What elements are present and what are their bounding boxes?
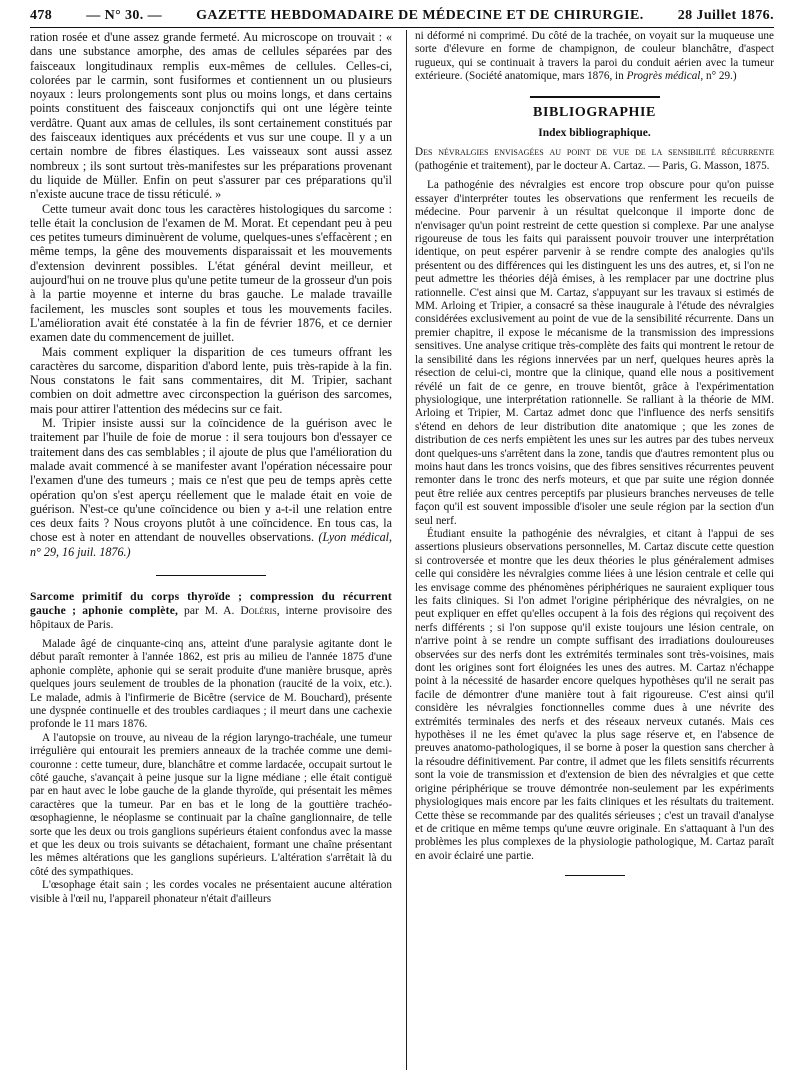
article-title: [30, 590, 392, 632]
citation-progres-medical: Progrès médical,: [626, 70, 704, 83]
reference-title: Des névralgies envisagées au point de vue de la sensibilité récurrente: [415, 146, 774, 159]
book-reference: [415, 146, 774, 173]
subsection-title-index: Index bibliographique.: [538, 126, 651, 139]
left-paragraph-3: Mais comment expliquer la disparition de ces tumeurs offrant les caractères du sarcome, disparition d'abord lente, puis très-rapide à la fin. Nous constatons le fait sans commentaires, dit M. Tripier, sachant combien on doit admettre avec circonspection la guérison des sarcomes, mais pour attirer l'attention des médecins sur ce fait.: [30, 344, 392, 416]
right-continued-text: ni déformé ni comprimé. Du côté de la trachée, on voyait sur la muqueuse une sorte d'élevure en forme de champignon, de couleur blanchâtre, d'aspect rugueux, qui se continuait à travers la paroi du conduit aérien avec la tumeur extérieure. (Société anatomique, mars 1876, in: [415, 30, 774, 83]
review-body: [415, 179, 774, 863]
page-header: [30, 4, 774, 28]
left-paragraph-4: [30, 416, 392, 559]
citation-lyon-medical: (Lyon médical, n° 29, 16 juil. 1876.): [30, 530, 392, 559]
article-author-suffix: interne provisoire des hôpitaux de Paris.: [30, 603, 392, 631]
section-separator: [530, 96, 660, 98]
review-paragraph-1: La pathogénie des névralgies est encore trop obscure pour qu'on puisse essayer d'interpréter toutes les observations que renferment les recueils de médecine. Pour parvenir à un résultat quelconque il importe donc de n'envisager qu'un point restreint de cette question si complexe. Par une analyse rigoureuse de tous les faits qui paraissent pouvoir trouver une interprétation identique, on peut espérer parvenir à se rendre compte des analogies qu'ils présentent ou des différences qui les distinguent les uns des autres, et, si l'on ne peut admettre les théories déjà émises, à les remplacer par une doctrine plus rationnelle. C'est ainsi que M. Cartaz, s'appuyant sur les travaux si estimés de MM. Arloing et Tripier, a consacré sa thèse inaugurale à l'étude des névralgies considérées exclusivement au point de vue de la sensibilité récurrente. Dans un premier chapitre, il expose le mécanisme de la transmission des impressions sensitives. Une analyse critique très-complète des faits qui montrent le retour de la sensibilité dans les régions innervées par un nerf, quelques heures après la résection de celui-ci, montre que la clinique, quand elle nous a positivement révélé un fait de ce genre, en trouve bientôt, grâce à l'expérimentation physiologique, une interprétation rationnelle. Se ralliant à la théorie de MM. Arloing et Tripier, M. Cartaz admet donc que l'influence des nerfs sensitifs s'étend en dehors de leur distribution dite anatomique ; que les zones de distribution de ces nerfs empiètent les unes sur les autres par des tubes nerveux dont quelques-uns s'arrêtent dans la zone, tandis que d'autres remontent plus ou moins haut dans les troncs voisins, que des fibres sensitives récurrentes peuvent remonter dans le tronc des nerfs moteurs, et que par suite une région donnée peut être reliée aux centres perceptifs par plusieurs branches nerveuses de telle façon qu'il est souvent impossible d'isoler une seule région par la section d'un seul nerf.: [415, 179, 774, 527]
right-column: [406, 30, 774, 1070]
left-continued-paragraph: ration rosée et d'une assez grande fermeté. Au microscope on trouvait : « dans une substance amorphe, des amas de cellules séparées par des faisceaux longitudinaux remplis eux-mêmes de cellules. Celles-ci, colorées par le carmin, sont fusiformes et contiennent un ou plusieurs noyaux : leurs prolongements sont plus ou moins longs, et dans certains points constituent des faisceaux conjonctifs qui ont une légère teinte verdâtre. Quant aux amas de cellules, ils sont certainement constitués par des faisceaux identiques aux précédents et vus sur une coupe. Il y a un certain nombre de fibres élastiques. Les vaisseaux sont aussi assez nombreux ; ils sont surtout très-manifestes sur les préparations provenant du liquide de Müller. Enfin on peut s'assurer par ces préparations qu'il n'existe aucune trace de tissu réticulé. »: [30, 30, 392, 202]
article-body: [30, 638, 392, 906]
left-column: [30, 30, 392, 1070]
section-title-bibliographie: BIBLIOGRAPHIE: [533, 104, 656, 120]
article-author: Doléris,: [240, 603, 280, 617]
article-separator: [156, 575, 266, 576]
right-continued-paragraph: [415, 30, 774, 84]
two-column-body: [30, 30, 774, 1070]
end-separator: [565, 875, 625, 876]
left-paragraph-7: L'œsophage était sain ; les cordes vocales ne présentaient aucune altération visible à l'œil nu, l'appareil phonateur n'était d'ailleurs: [30, 879, 392, 905]
reference-details: (pathogénie et traitement), par le docteur A. Cartaz. — Paris, G. Masson, 1875.: [415, 159, 770, 172]
article-title-bold: Sarcome primitif du corps thyroïde ; compression du récurrent gauche ; aphonie complète,: [30, 589, 392, 617]
left-paragraph-6: A l'autopsie on trouve, au niveau de la région laryngo-trachéale, une tumeur irrégulière qui entourait les premiers anneaux de la trachée comme une demi-couronne : cette tumeur, dure, blanchâtre et comme lardacée, occupait surtout le côté gauche, s'avançait à peine jusque sur la ligne médiane ; elle était contiguë par en haut avec le lobe gauche de la glande thyroïde, qui présentait les mêmes caractères que la tumeur. Par en bas et le long de la gouttière trachéo-œsophagienne, le néoplasme se continuait par la chaîne ganglionnaire, de telle sorte que les deux ou trois ganglions supérieurs étaient confondus avec la masse et que les deux ou trois suivants se détachaient, formant une chaîne présentant les mêmes altérations que les ganglions supérieurs. L'altération s'arrêtait là du côté des sympathiques.: [30, 731, 392, 878]
article-author-prefix: par M. A.: [184, 603, 235, 617]
left-paragraph-5: Malade âgé de cinquante-cinq ans, atteint d'une paralysie agitante dont le début paraît remonter à l'année 1862, est pris au milieu de l'année 1875 d'une aphonie complète, aphonie qui se serait produite d'une manière brusque, après quelques jours seulement de troubles de la phonation (raucité de la voix, etc.). Le malade, admis à l'infirmerie de Bicêtre (service de M. Bouchard), présente une dyspnée continuelle et des troubles cardiaques ; il meurt dans une cachexie profonde le 11 mars 1876.: [30, 637, 392, 731]
issue-number: — N° 30. —: [86, 8, 162, 23]
review-paragraph-2: Étudiant ensuite la pathogénie des névralgies, et citant à l'appui de ses assertions plusieurs observations personnelles, M. Cartaz discute cette question si controversée et montre que les deux théories le plus généralement admises celle qui considère les névralgies comme liées à une lésion centrale et celle qui les envisage comme des phénomènes périphériques ne sauraient expliquer tous les faits cliniques. Si l'on admet l'origine périphérique des névralgies, on ne peut expliquer en effet qu'elles occupent à la fois des régions qui reçoivent des nerfs différents ; si l'on suppose qu'il existe toujours une lésion centrale, on n'arrive point à se rendre un compte suffisant des irradiations douloureuses observées sur des nerfs dont les extrémités terminales sont très-voisines, mais dont les origines sont fort éloignées les unes des autres. M. Cartaz n'échappe point à la nécessité de hasarder encore quelques hypothèses qu'il ne serait pas facile de démontrer d'une manière tout à fait rigoureuse. C'est ainsi qu'il considère les névralgies fonctionnelles comme dues à une névrite des extrémités terminales des nerfs et des réseaux nerveux cutanés. Mais ces hypothèses il ne les émet qu'avec la plus sage réserve et, en l'absence de preuves anatomo-pathologiques, il se borne à poser la question sans chercher à la résoudre définitivement. Par contre, il admet que les filets sensitifs récurrents sont la voie de transmission et d'extension de bien des névralgies et que cette origine périphérique se trouve démontrée non-seulement par les expériments physiologiques mais encore par les faits cliniques et les résultats du traitement. Cette thèse se recommande par des qualités sérieuses ; c'est un travail d'analyse et de critique en même temps qu'une œuvre originale. En s'attaquant à l'un des problèmes les plus complexes de la physiologie pathologique, M. Cartaz paraît en avoir éclairé une partie.: [415, 527, 774, 862]
citation-progres-suffix: n° 29.): [706, 70, 737, 83]
left-paragraph-2: Cette tumeur avait donc tous les caractères histologiques du sarcome : telle était la conclusion de l'examen de M. Morat. Et cependant peu à peu ces petites tumeurs diminuèrent de volume, quelques-unes s'effacèrent ; en même temps, la gêne des mouvements disparaissait et les mouvements d'extension devinrent possibles. L'état général devint meilleur, et aujourd'hui on ne trouve plus qu'une petite tumeur de la grosseur d'un pois à la partie moyenne et interne du bras gauche. Le malade travaille facilement, les muscles sont souples et tous les mouvements faciles. L'amélioration avait été constatée à la fin de février 1876, et ce dernier examen date du commencement de juillet.: [30, 201, 392, 345]
journal-title: GAZETTE HEBDOMADAIRE DE MÉDECINE ET DE CHIRURGIE.: [196, 8, 644, 23]
page-number: 478: [30, 8, 53, 23]
left-paragraph-4-text: M. Tripier insiste aussi sur la coïncidence de la guérison avec le traitement par l'huile de foie de morue : il sera toujours bon d'essayer ce traitement dans des cas semblables ; il ajoute de plus que l'amélioration du malade avait commencé à se manifester avant l'opération nécessaire pour l'examen d'une des tumeurs ; mais ce n'est que peu de temps après cette opération qu'on s'est aperçu réellement que le malade était en voie de guérison. N'est-ce qu'une coïncidence ou bien y a-t-il une relation entre ces deux faits ? Nous croyons plutôt à une coïncidence. En tous cas, la chose est à noter en attendant de nouvelles observations.: [30, 416, 392, 545]
issue-date: 28 Juillet 1876.: [677, 8, 774, 23]
